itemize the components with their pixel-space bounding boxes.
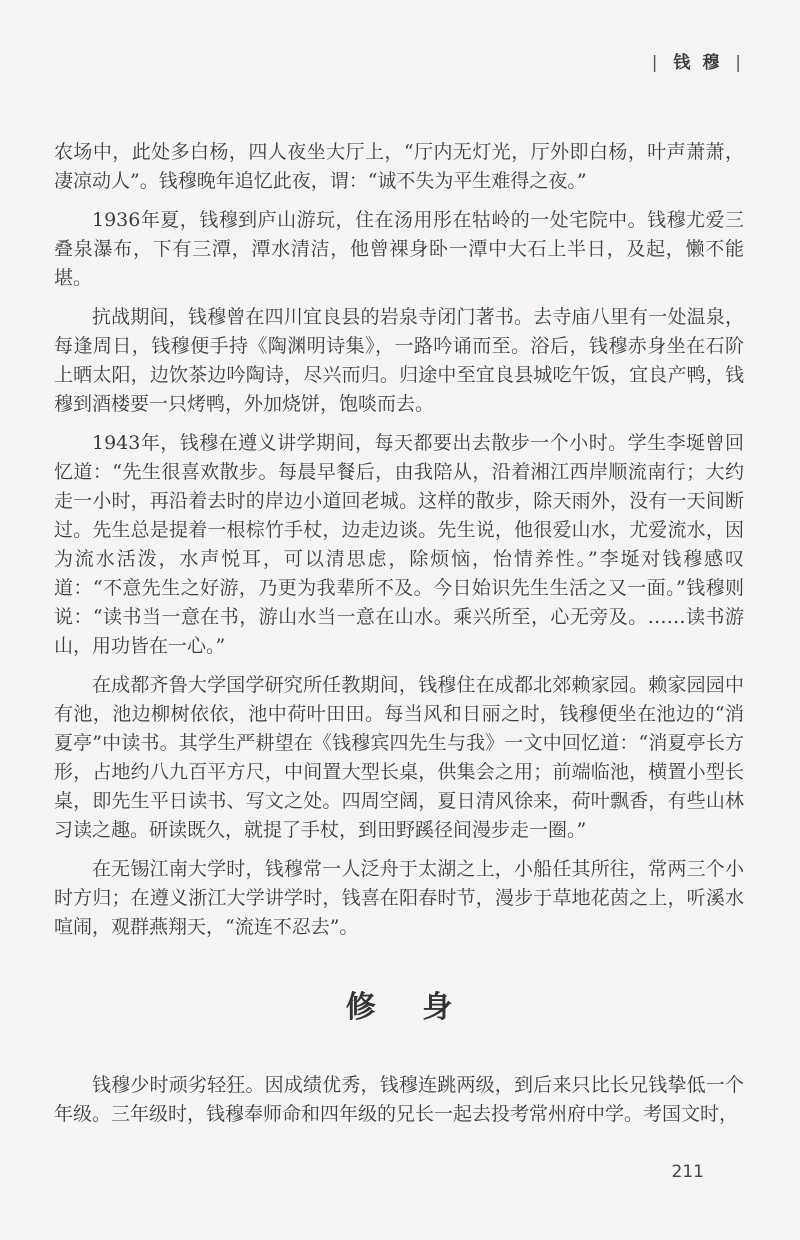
paragraph: 钱穆少时顽劣轻狂。因成绩优秀，钱穆连跳两级，到后来只比长兄钱挚低一个年级。三年级时，钱穆奉师命和四年级的兄长一起去投考常州府中学。考国文时， <box>54 1074 744 1125</box>
section-heading: 修 身 <box>345 990 471 1025</box>
body-text <box>54 138 744 1129</box>
paragraph: 1936年夏，钱穆到庐山游玩，住在汤用彤在牯岭的一处宅院中。钱穆尤爱三叠泉瀑布，下有三潭，潭水清洁，他曾裸身卧一潭中大石上半日，及起，懒不能堪。 <box>54 209 744 289</box>
running-head-bar-right: | <box>735 53 744 73</box>
running-head-title: 钱 穆 <box>673 53 723 73</box>
running-head <box>648 48 748 73</box>
paragraph: 抗战期间，钱穆曾在四川宜良县的岩泉寺闭门著书。去寺庙八里有一处温泉，每逢周日，钱穆便手持《陶渊明诗集》，一路吟诵而至。浴后，钱穆赤身坐在石阶上晒太阳，边饮茶边吟陶诗，尽兴而归。归途中至宜良县城吃午饭，宜良产鸭，钱穆到酒楼要一只烤鸭，外加烧饼，饱啖而去。 <box>54 306 744 415</box>
running-head-bar-left: | <box>651 53 661 73</box>
paragraph: 农场中，此处多白杨，四人夜坐大厅上，“厅内无灯光，厅外即白杨，叶声萧萧，凄凉动人”。钱穆晚年追忆此夜，谓：“诚不失为平生难得之夜。” <box>54 141 744 192</box>
paragraph: 在无锡江南大学时，钱穆常一人泛舟于太湖之上，小船任其所往，常两三个小时方归；在遵义浙江大学讲学时，钱喜在阳春时节，漫步于草地花茵之上，听溪水喧闹，观群燕翔天，“流连不忍去”。 <box>54 858 744 938</box>
paragraph: 在成都齐鲁大学国学研究所任教期间，钱穆住在成都北郊赖家园。赖家园园中有池，池边柳树依依，池中荷叶田田。每当风和日丽之时，钱穆便坐在池边的“消夏亭”中读书。其学生严耕望在《钱穆宾四先生与我》一文中回忆道：“消夏亭长方形，占地约八九百平方尺，中间置大型长桌，供集会之用；前端临池，横置小型长桌，即先生平日读书、写文之处。四周空阔，夏日清风徐来，荷叶飘香，有些山林习读之趣。研读既久，就提了手杖，到田野蹊径间漫步走一圈。” <box>54 674 744 841</box>
paragraph: 1943年，钱穆在遵义讲学期间，每天都要出去散步一个小时。学生李埏曾回忆道：“先生很喜欢散步。每晨早餐后，由我陪从，沿着湘江西岸顺流南行；大约走一小时，再沿着去时的岸边小道回老城。这样的散步，除天雨外，没有一天间断过。先生总是提着一根棕竹手杖，边走边谈。先生说，他很爱山水，尤爱流水，因为流水活泼，水声悦耳，可以清思虑，除烦恼，怡情养性。”李埏对钱穆感叹道：“不意先生之好游，乃更为我辈所不及。今日始识先生生活之又一面。”钱穆则说：“读书当一意在书，游山水当一意在山水。乘兴所至，心无旁及。……读书游山，用功皆在一心。” <box>54 432 744 657</box>
page-number: 211 <box>671 1162 704 1182</box>
